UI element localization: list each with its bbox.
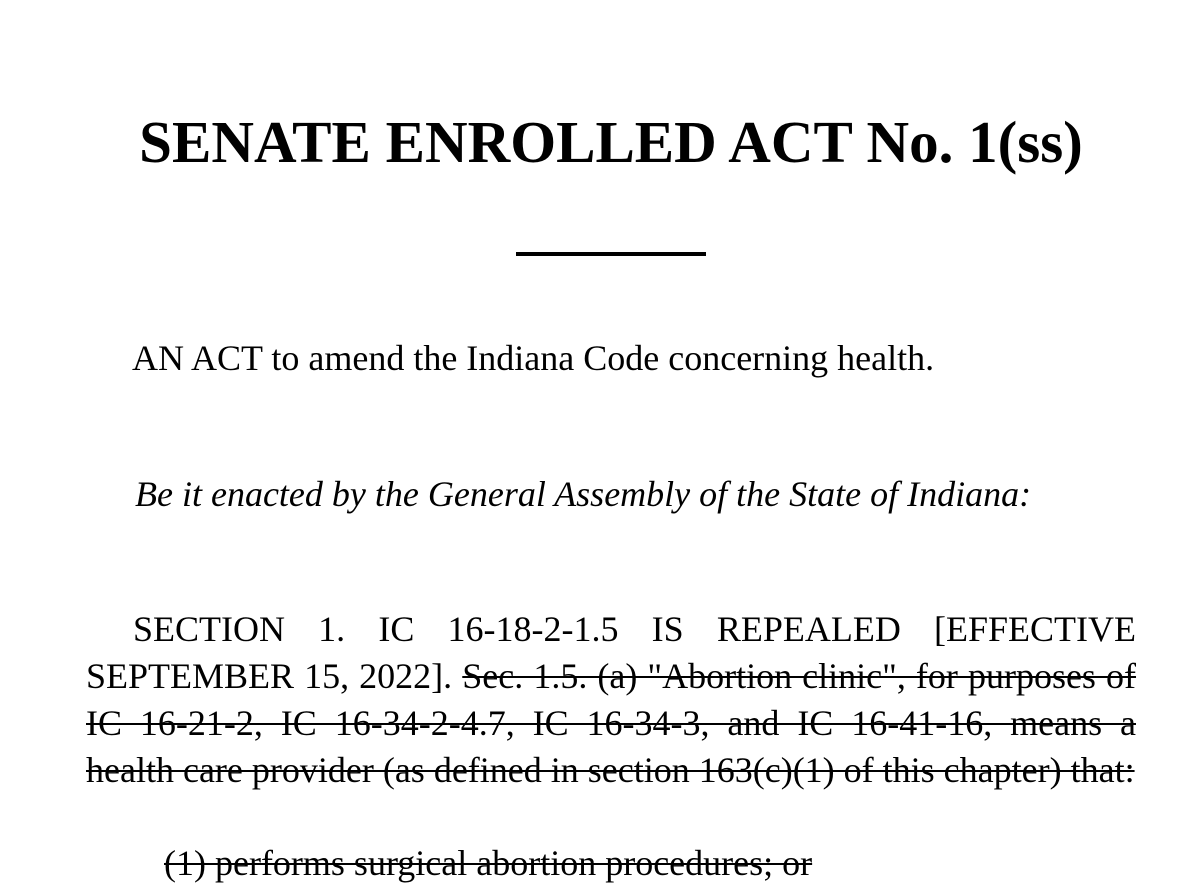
section-1-repealed-text: Sec. 1.5. (a) "Abortion clinic", for purposes of IC 16-21-2, IC 16-34-2-4.7, IC 16-34-3, and IC 16-41-16, means a health care provider (as defined in section 163(c)(1) of this chapter) that:: [86, 656, 1137, 790]
section-1-heading: SECTION 1. IC 16-18-2-1.5 IS REPEALED [EFFECTIVE SEPTEMBER 15, 2022].: [86, 609, 1136, 696]
section-1-repealed-item-1: (1) performs surgical abortion procedures; or: [164, 843, 813, 883]
act-title: SENATE ENROLLED ACT No. 1(ss): [139, 109, 1083, 175]
section-1-paragraph: [86, 606, 1136, 794]
act-description: AN ACT to amend the Indiana Code concerning health.: [132, 338, 935, 378]
title-divider: [516, 252, 706, 256]
enacting-clause: Be it enacted by the General Assembly of the State of Indiana:: [135, 474, 1032, 514]
